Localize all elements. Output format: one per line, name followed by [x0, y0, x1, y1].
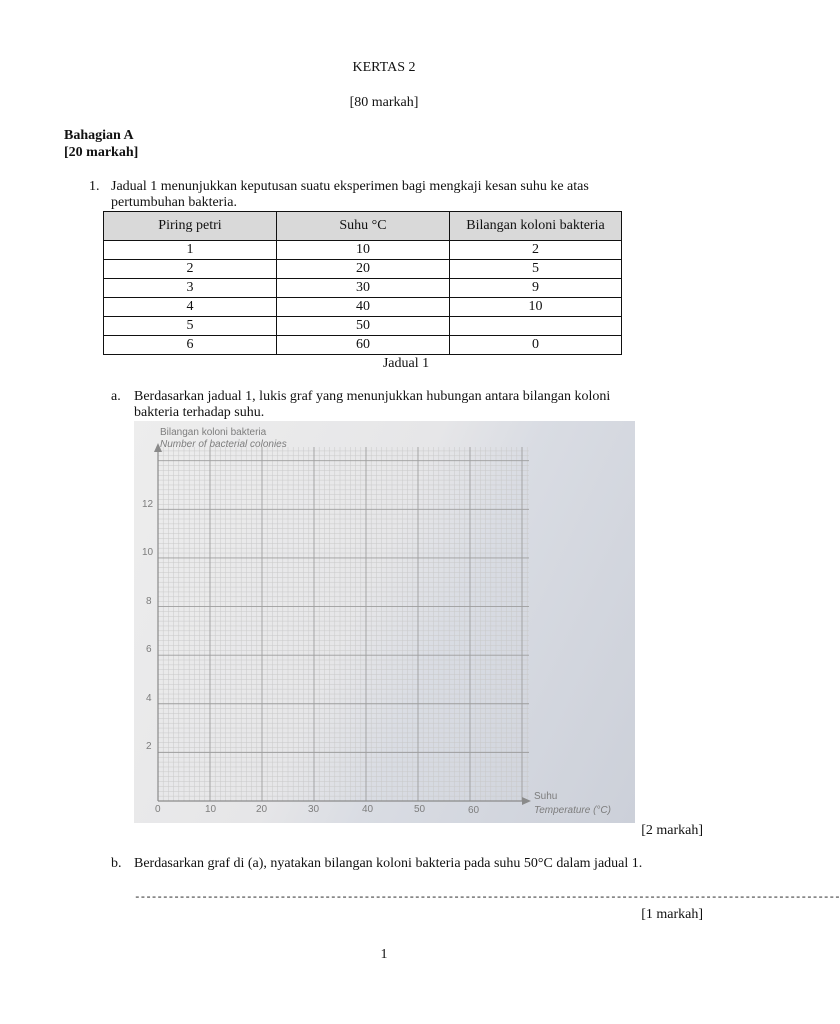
x-tick-label: 30 — [308, 804, 320, 815]
table-cell: 2 — [450, 241, 622, 260]
table-cell: 5 — [104, 317, 277, 336]
part-a-marks: [2 markah] — [641, 823, 703, 838]
table-row — [104, 279, 622, 298]
x-tick-label: 20 — [256, 804, 268, 815]
y-tick-label: 12 — [142, 499, 154, 510]
table-row — [104, 336, 622, 355]
table-row — [104, 260, 622, 279]
table-cell: 10 — [450, 298, 622, 317]
table-cell: 30 — [277, 279, 450, 298]
table-cell: 2 — [104, 260, 277, 279]
x-tick-label: 40 — [362, 804, 374, 815]
graph-paper-photo — [134, 421, 635, 823]
x-axis-title-en: Temperature (°C) — [534, 805, 611, 816]
y-tick-label: 10 — [142, 547, 154, 558]
page-number: 1 — [380, 947, 388, 962]
section-marks: [20 markah] — [64, 145, 139, 160]
paper-title: KERTAS 2 — [352, 60, 416, 75]
table-cell: 40 — [277, 298, 450, 317]
part-a-text-line2: bakteria terhadap suhu. — [134, 405, 265, 420]
table-row — [104, 241, 622, 260]
table-cell: 60 — [277, 336, 450, 355]
table-cell: 0 — [450, 336, 622, 355]
y-tick-label: 6 — [146, 644, 152, 655]
y-axis-title-ms: Bilangan koloni bakteria — [160, 427, 267, 438]
table-cell: 9 — [450, 279, 622, 298]
data-table — [103, 211, 622, 355]
part-a-text-line1: Berdasarkan jadual 1, lukis graf yang menunjukkan hubungan antara bilangan koloni — [134, 389, 611, 404]
x-tick-label: 10 — [205, 804, 217, 815]
question-number: 1. — [89, 179, 100, 194]
answer-line[interactable]: ------------------------------------------------------------------------------------------------------------------------------ — [134, 892, 840, 904]
table-cell: 50 — [277, 317, 450, 336]
table-cell: 5 — [450, 260, 622, 279]
part-a-label: a. — [111, 389, 121, 404]
table-header-cell: Piring petri — [104, 212, 277, 241]
part-b-label: b. — [111, 856, 122, 871]
table-cell-blank — [450, 317, 622, 336]
x-tick-label: 0 — [155, 804, 161, 815]
paper-marks: [80 markah] — [349, 95, 419, 110]
part-b-marks: [1 markah] — [641, 907, 703, 922]
table-header-row — [104, 212, 622, 241]
table-cell: 6 — [104, 336, 277, 355]
y-tick-label: 2 — [146, 741, 152, 752]
graph-paper — [134, 421, 635, 823]
table-header-cell: Bilangan koloni bakteria — [450, 212, 622, 241]
x-tick-label: 60 — [468, 805, 480, 816]
major-grid — [158, 447, 529, 801]
section-title: Bahagian A — [64, 128, 134, 143]
table-row — [104, 317, 622, 336]
table-row — [104, 298, 622, 317]
y-tick-label: 8 — [146, 596, 152, 607]
table-cell: 10 — [277, 241, 450, 260]
question-text-line1: Jadual 1 menunjukkan keputusan suatu eksperimen bagi mengkaji kesan suhu ke atas — [111, 179, 589, 194]
table-cell: 4 — [104, 298, 277, 317]
x-axis-title-ms: Suhu — [534, 791, 558, 802]
question-text-line2: pertumbuhan bakteria. — [111, 195, 237, 210]
table-cell: 3 — [104, 279, 277, 298]
table-cell: 20 — [277, 260, 450, 279]
minor-grid — [158, 447, 529, 801]
x-tick-label: 50 — [414, 804, 426, 815]
part-b-text: Berdasarkan graf di (a), nyatakan bilangan koloni bakteria pada suhu 50°C dalam jadual 1. — [134, 856, 643, 871]
table-caption: Jadual 1 — [382, 356, 430, 371]
y-tick-label: 4 — [146, 693, 152, 704]
x-axis-arrow — [522, 797, 531, 805]
table-cell: 1 — [104, 241, 277, 260]
table-header-cell: Suhu °C — [277, 212, 450, 241]
y-axis-title-en: Number of bacterial colonies — [160, 439, 287, 450]
